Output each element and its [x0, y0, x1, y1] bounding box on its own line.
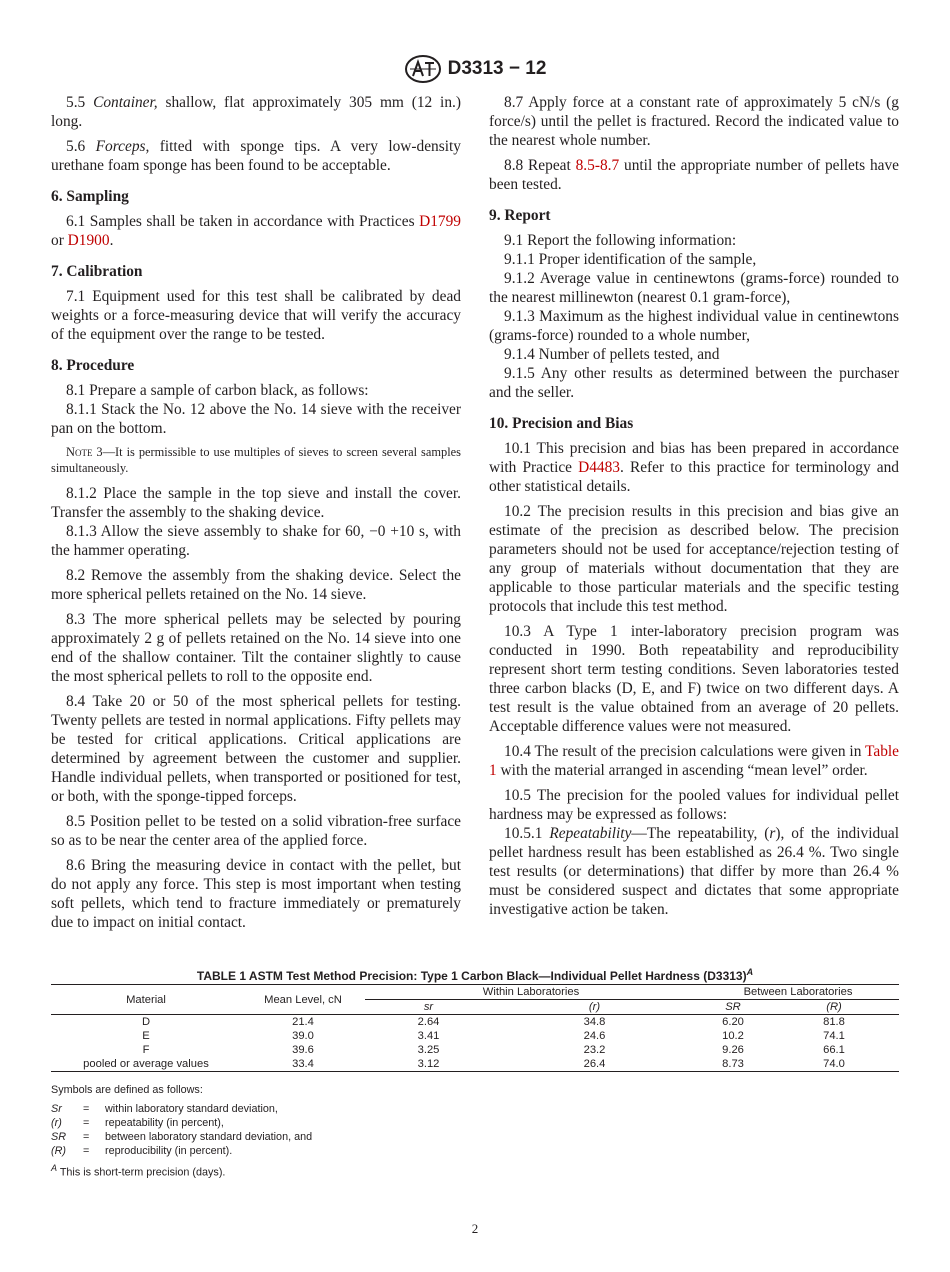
- para-6-1: 6.1 Samples shall be taken in accordance with Practices D1799 or D1900.: [51, 213, 461, 249]
- heading-calibration: 7. Calibration: [51, 263, 143, 280]
- para-9-1-4: 9.1.4 Number of pellets tested, and: [504, 346, 720, 363]
- para-7-1: 7.1 Equipment used for this test shall be calibrated by dead weights or a force-measuring device that will verify the accuracy of the equipment over the range to be tested.: [51, 288, 461, 343]
- col-SR: SR: [697, 1000, 769, 1015]
- heading-report: 9. Report: [489, 207, 551, 224]
- para-8-1-1: 8.1.1 Stack the No. 12 above the No. 14 sieve with the receiver pan on the bottom.: [51, 401, 461, 437]
- symbol-row: (r) = repeatability (in percent),: [51, 1117, 224, 1129]
- table-row: F 39.6 3.25 23.2 9.26 66.1: [142, 1044, 845, 1056]
- col-sr: sr: [365, 1000, 492, 1015]
- para-8-5: 8.5 Position pellet to be tested on a solid vibration-free surface so as to be near the center area of the applied force.: [51, 813, 461, 849]
- para-10-3: 10.3 A Type 1 inter-laboratory precision program was conducted in 1990. Both repeatability and reproducibility represent short term testing conditions. Seven laboratories tested three carbon blacks (D, E, and F) twice on two different days. A test result is the value obtained from an average of 20 pellets. Acceptable difference values were not measured.: [489, 623, 899, 735]
- table-1-title: TABLE 1 ASTM Test Method Precision: Type 1 Carbon Black—Individual Pellet Hardness $(D3313)^A$: [196, 967, 754, 983]
- col-r: (r): [492, 1000, 697, 1015]
- designation: D3313 − 12: [447, 58, 547, 79]
- para-8-7: 8.7 Apply force at a constant rate of approximately 5 cN/s (g force/s) until the pellet is fractured. Record the indicated value to the nearest whole number.: [489, 94, 899, 149]
- para-10-1: 10.1 This precision and bias has been prepared in accordance with Practice D4483. Refer to this practice for terminology and other statistical details.: [489, 440, 899, 495]
- table-row: D 21.4 2.64 34.8 6.20 81.8: [141, 1016, 845, 1028]
- table-footnote: $^A$ This is short-term precision (days).: [51, 1163, 226, 1179]
- astm-logo-icon: [404, 54, 442, 84]
- symbols-intro: Symbols are defined as follows:: [51, 1084, 203, 1096]
- para-5-5: 5.5 Container, shallow, flat approximately 305 mm (12 in.) long.: [51, 94, 461, 130]
- para-9-1: 9.1 Report the following information:: [504, 232, 737, 249]
- symbol-row: (R) = reproducibility (in percent).: [51, 1145, 233, 1157]
- para-9-1-2: 9.1.2 Average value in centinewtons (grams-force) rounded to the nearest millinewton (nearest 0.1 gram-force),: [489, 270, 899, 306]
- para-8-6: 8.6 Bring the measuring device in contact with the pellet, but do not apply any force. This step is most important when testing soft pellets, which tend to fracture immediately or prematurely due to impact on initial contact.: [51, 857, 461, 931]
- link-d1799[interactable]: D1799: [419, 213, 461, 230]
- heading-procedure: 8. Procedure: [51, 357, 135, 374]
- para-10-5-1: 10.5.1 Repeatability—The repeatability, (r), of the individual pellet hardness result has been established as 26.4 %. Two single test results (or determinations) that differ by more than 26.4 % must be considered suspect and dictates that some appropriate investigative action be taken.: [489, 825, 899, 918]
- col-material: Material: [51, 985, 241, 1015]
- para-10-4: 10.4 The result of the precision calculations were given in Table 1 with the material arranged in ascending “mean level” order.: [489, 743, 899, 779]
- para-8-1-2: 8.1.2 Place the sample in the top sieve and install the cover. Transfer the assembly to the shaking device.: [51, 485, 461, 521]
- note-3: Note 3—It is permissible to use multiples of sieves to screen several samples simultaneously.: [51, 445, 461, 475]
- para-10-5: 10.5 The precision for the pooled values for individual pellet hardness may be expressed as follows:: [489, 787, 899, 823]
- table-row: E 39.0 3.41 24.6 10.2 74.1: [142, 1030, 845, 1042]
- table-row: pooled or average values 33.4 3.12 26.4 8.73 74.0: [51, 1057, 899, 1072]
- para-8-8: 8.8 Repeat 8.5-8.7 until the appropriate number of pellets have been tested.: [489, 157, 900, 193]
- para-8-4: 8.4 Take 20 or 50 of the most spherical pellets for testing. Twenty pellets are tested in normal applications. Fifty pellets may be tested for critical applications. Critical applications are determined by agreement between the customer and supplier. Handle individual pellets, when transported or positioned for test, or both, with the sponge-tipped forceps.: [51, 693, 461, 805]
- para-8-1: 8.1 Prepare a sample of carbon black, as follows:: [66, 382, 369, 399]
- heading-sampling: 6. Sampling: [51, 188, 129, 205]
- symbol-row: SR = between laboratory standard deviation, and: [51, 1131, 313, 1143]
- link-d4483[interactable]: D4483: [578, 459, 621, 476]
- heading-precision-bias: 10. Precision and Bias: [489, 415, 634, 432]
- precision-table: [51, 984, 899, 1072]
- link-8-5-8-7[interactable]: 8.5-8.7: [575, 157, 620, 174]
- col-R: (R): [769, 1000, 899, 1015]
- para-9-1-3: 9.1.3 Maximum as the highest individual value in centinewtons (grams-force) rounded to a whole number,: [489, 308, 899, 344]
- symbol-row: Sr = within laboratory standard deviation,: [51, 1103, 278, 1115]
- page-number: 2: [471, 1221, 479, 1236]
- para-9-1-5: 9.1.5 Any other results as determined between the purchaser and the seller.: [489, 365, 899, 401]
- para-8-3: 8.3 The more spherical pellets may be selected by pouring approximately 2 g of pellets retained on the No. 14 sieve into one end of the shallow container. Tilt the container slightly to cause the most spherical pellets to roll to the opposite end.: [51, 611, 461, 685]
- link-d1900[interactable]: D1900: [67, 232, 110, 249]
- para-9-1-1: 9.1.1 Proper identification of the sample,: [504, 251, 757, 268]
- para-10-2: 10.2 The precision results in this precision and bias give an estimate of the precision as described below. The precision parameters should not be used for acceptance/rejection testing of any group of materials without documentation that they are applicable to those particular materials and the specific testing protocols that include this test method.: [489, 503, 899, 615]
- left-column: [51, 93, 461, 938]
- group-within: Within Laboratories: [365, 985, 697, 1000]
- page-header: [0, 54, 950, 84]
- para-8-2: 8.2 Remove the assembly from the shaking device. Select the more spherical pellets retained on the No. 14 sieve.: [51, 567, 461, 603]
- symbols-legend: [51, 1083, 312, 1158]
- para-5-6: 5.6 Forceps, fitted with sponge tips. A very low-density urethane foam sponge has been found to be acceptable.: [51, 138, 461, 174]
- link-table-1[interactable]: Table 1: [489, 743, 899, 779]
- right-column: [489, 93, 899, 925]
- para-8-1-3: 8.1.3 Allow the sieve assembly to shake for 60, −0 +10 s, with the hammer operating.: [51, 523, 461, 559]
- group-between: Between Laboratories: [697, 985, 899, 1000]
- col-mean-level: Mean Level, cN: [241, 985, 365, 1015]
